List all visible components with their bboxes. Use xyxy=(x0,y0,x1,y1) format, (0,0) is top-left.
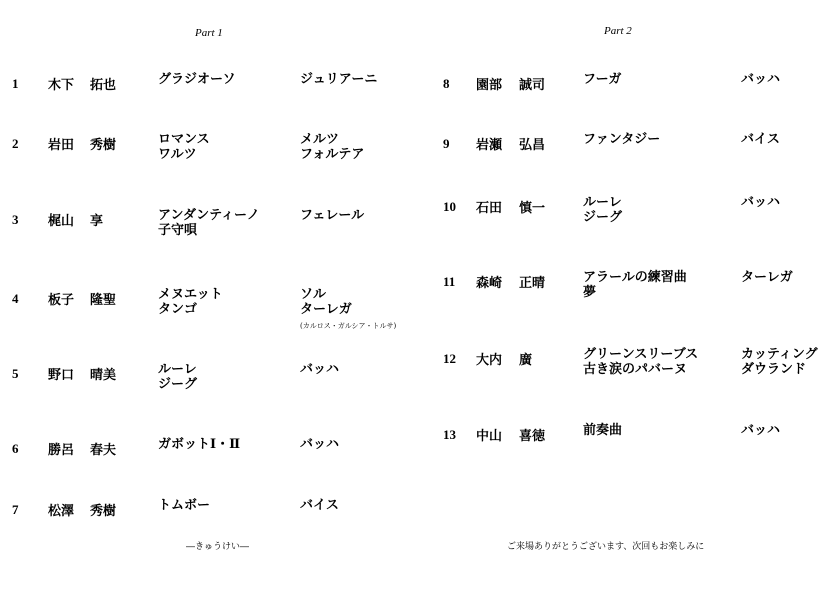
performer-given-name: 秀樹 xyxy=(90,138,117,153)
performer-given-name: 隆聖 xyxy=(90,293,117,308)
performer-given-name: 正晴 xyxy=(519,276,546,291)
composer-name xyxy=(741,270,793,285)
performance-number: 11 xyxy=(443,274,456,289)
performer-surname: 岩田 xyxy=(48,138,75,153)
piece-title xyxy=(583,72,621,87)
composer-name-line: フェレール xyxy=(300,208,365,223)
composer-name-line: メルツ xyxy=(300,132,340,147)
performance-number: 6 xyxy=(12,441,19,456)
performer-surname: 園部 xyxy=(476,78,503,93)
piece-title xyxy=(583,270,687,300)
composer-name-line: バイス xyxy=(300,498,339,513)
composer-name-line: バッハ xyxy=(300,362,340,377)
performer-given-name: 誠司 xyxy=(519,78,546,93)
performance-number: 2 xyxy=(12,136,19,151)
piece-title-line: ロマンス xyxy=(158,132,210,147)
composer-name-line: バイス xyxy=(741,132,780,147)
performer-surname: 石田 xyxy=(476,201,503,216)
program-row xyxy=(0,498,836,558)
program-row xyxy=(0,132,836,192)
performer-surname: 木下 xyxy=(48,78,75,93)
performer-surname: 松澤 xyxy=(48,504,75,519)
piece-title xyxy=(583,347,698,377)
piece-title xyxy=(583,132,660,147)
performer-given-name: 春夫 xyxy=(90,443,117,458)
piece-title-line: ルーレ xyxy=(583,195,622,210)
piece-title-line: ファンタジー xyxy=(583,132,661,147)
performer-surname: 大内 xyxy=(476,353,503,368)
performer-given-name: 享 xyxy=(90,214,104,229)
performer-surname: 勝呂 xyxy=(48,443,75,458)
performance-number: 3 xyxy=(12,212,19,227)
piece-title xyxy=(583,195,622,225)
performer-surname: 中山 xyxy=(476,429,503,444)
performer-surname: 板子 xyxy=(48,293,75,308)
piece-title xyxy=(158,498,210,513)
piece-title-line: ワルツ xyxy=(158,147,197,162)
performer-given-name: 弘昌 xyxy=(519,138,546,153)
composer-name xyxy=(741,195,780,210)
composer-name-line: フォルテア xyxy=(300,147,365,162)
performer-given-name: 晴美 xyxy=(90,368,117,383)
performance-number: 4 xyxy=(12,291,19,306)
closing-footer: ご来場ありがとうございます、次回もお楽しみに xyxy=(507,542,705,552)
piece-title-line: 古き涙のパバーヌ xyxy=(583,362,688,377)
composer-name-line: バッハ xyxy=(741,195,781,210)
composer-name xyxy=(741,132,780,147)
composer-name xyxy=(741,72,780,87)
piece-title-line: アラールの練習曲 xyxy=(583,270,687,285)
composer-name-line: ジュリアーニ xyxy=(300,72,378,87)
piece-title-line: ルーレ xyxy=(158,362,197,377)
piece-title-line: 前奏曲 xyxy=(583,423,623,438)
composer-name-line: バッハ xyxy=(741,423,781,438)
program-row xyxy=(0,195,836,255)
performance-number: 13 xyxy=(443,427,456,442)
piece-title-line: トムボー xyxy=(158,498,211,513)
piece-title-line: ガボットⅠ・Ⅱ xyxy=(158,437,241,452)
piece-title-line: グリーンスリーブス xyxy=(583,347,699,362)
performance-number: 8 xyxy=(443,76,450,91)
composer-name xyxy=(741,347,818,377)
part2-title: Part 2 xyxy=(604,25,632,37)
performance-number: 9 xyxy=(443,136,450,151)
composer-name xyxy=(741,423,780,438)
performer-given-name: 慎一 xyxy=(519,201,546,216)
arrangement-note: (カルロス・ガルシア・トルサ) xyxy=(300,322,397,330)
piece-title-line: タンゴ xyxy=(158,302,198,317)
intermission-footer: ―きゅうけい― xyxy=(186,542,250,552)
piece-title-line: メヌエット xyxy=(158,287,223,302)
composer-name-line: バッハ xyxy=(741,72,781,87)
performance-number: 7 xyxy=(12,502,19,517)
composer-name-line: ターレガ xyxy=(300,302,352,317)
piece-title-line: フーガ xyxy=(583,72,622,87)
performer-surname: 森崎 xyxy=(476,276,503,291)
piece-title-line: ジーグ xyxy=(158,377,198,392)
composer-name xyxy=(300,498,339,513)
performer-given-name: 拓也 xyxy=(90,78,117,93)
piece-title-line: グラジオーソ xyxy=(158,72,236,87)
piece-title-line: ジーグ xyxy=(583,210,623,225)
performer-given-name: 喜徳 xyxy=(519,429,546,444)
program-row xyxy=(0,423,836,483)
piece-title-line: 夢 xyxy=(583,285,597,300)
performer-given-name: 廣 xyxy=(519,353,533,368)
performer-surname: 野口 xyxy=(48,368,75,383)
composer-name-line: ターレガ xyxy=(741,270,793,285)
piece-title xyxy=(583,423,622,438)
performer-surname: 岩瀬 xyxy=(476,138,503,153)
part1-title: Part 1 xyxy=(195,27,223,39)
piece-title-line: アンダンティーノ xyxy=(158,208,260,223)
performer-given-name: 秀樹 xyxy=(90,504,117,519)
composer-name-line: カッティング xyxy=(741,347,818,362)
program-row xyxy=(0,347,836,407)
program-row xyxy=(0,270,836,330)
performance-number: 5 xyxy=(12,366,19,381)
composer-name-line: ソル xyxy=(300,287,327,302)
performance-number: 1 xyxy=(12,76,19,91)
performance-number: 10 xyxy=(443,199,456,214)
composer-name-line: バッハ xyxy=(300,437,340,452)
composer-name-line: ダウランド xyxy=(741,362,807,377)
performance-number: 12 xyxy=(443,351,456,366)
performer-surname: 梶山 xyxy=(48,214,75,229)
program-row xyxy=(0,72,836,132)
piece-title-line: 子守唄 xyxy=(158,223,198,238)
